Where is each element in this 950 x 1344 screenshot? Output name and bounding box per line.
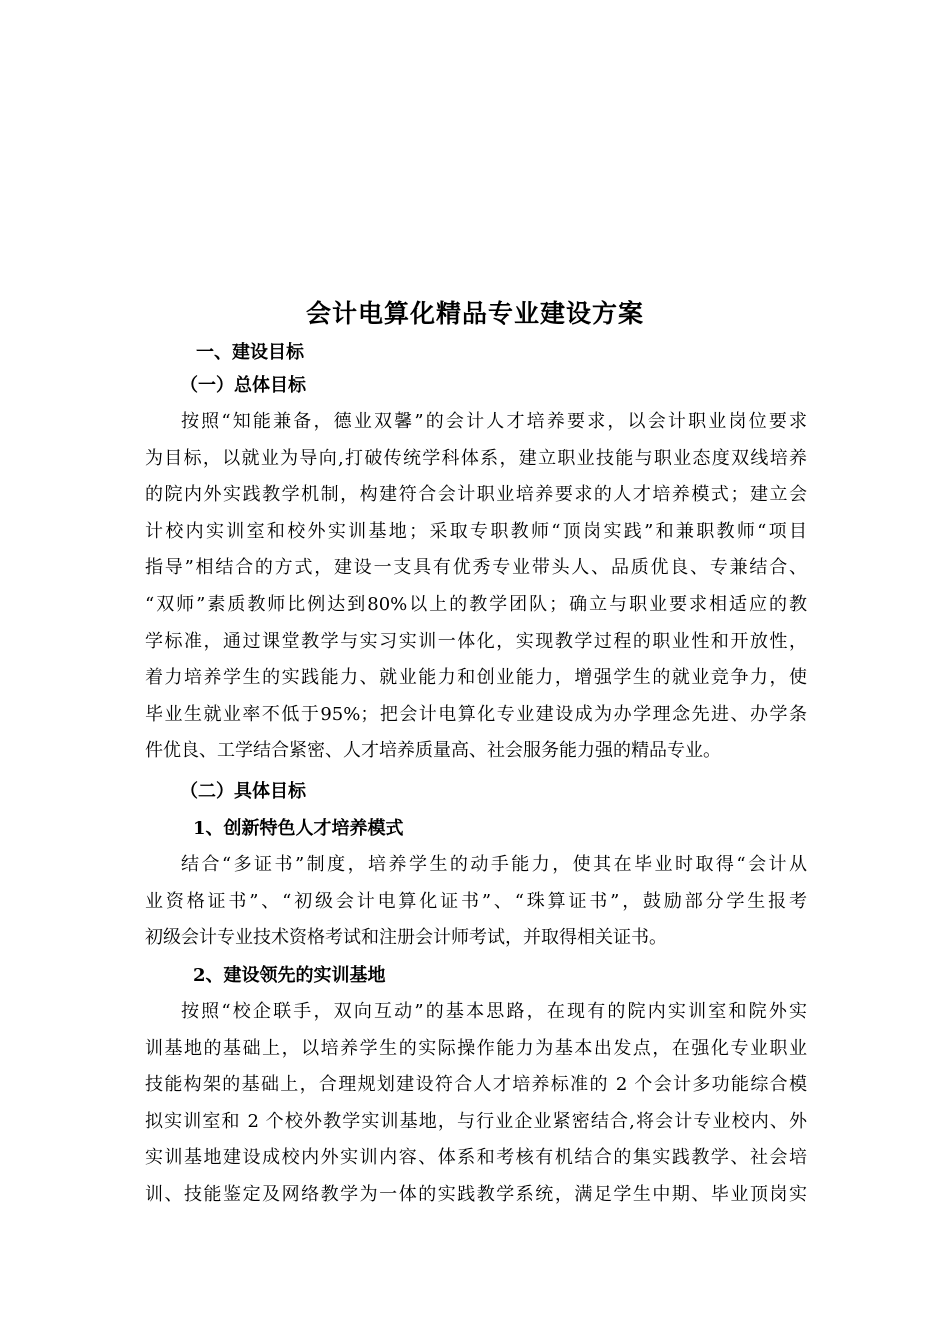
paragraph-line: 学标准，通过课堂教学与实习实训一体化，实现教学过程的职业性和开放性， <box>145 630 807 652</box>
item-heading-training-base: 2、建设领先的实训基地 <box>193 965 386 986</box>
paragraph-line: 拟实训室和 2 个校外教学实训基地，与行业企业紧密结合,将会计专业校内、外 <box>145 1110 807 1132</box>
document-title: 会计电算化精品专业建设方案 <box>305 299 644 328</box>
item-heading-talent-model: 1、创新特色人才培养模式 <box>193 818 404 839</box>
paragraph-line: 按照“校企联手，双向互动”的基本思路，在现有的院内实训室和院外实 <box>181 1001 807 1022</box>
paragraph-line: 训、技能鉴定及网络教学为一体的实践教学系统，满足学生中期、毕业顶岗实 <box>145 1183 807 1205</box>
paragraph-line: 为目标，以就业为导向,打破传统学科体系，建立职业技能与职业态度双线培养 <box>145 447 807 469</box>
paragraph-line: 实训基地建设成校内外实训内容、体系和考核有机结合的集实践教学、社会培 <box>145 1147 807 1169</box>
paragraph-overall-goals <box>145 404 807 770</box>
paragraph-training-base <box>145 994 807 1214</box>
subsection-heading-specific-goals: （二）具体目标 <box>180 781 306 802</box>
paragraph-line: 毕业生就业率不低于95%；把会计电算化专业建设成为办学理念先进、办学条 <box>145 703 807 725</box>
paragraph-line: 业资格证书”、“初级会计电算化证书”、“珠算证书”，鼓励部分学生报考 <box>145 890 807 912</box>
paragraph-talent-model <box>145 847 807 957</box>
paragraph-line: 训基地的基础上，以培养学生的实际操作能力为基本出发点，在强化专业职业 <box>145 1037 807 1059</box>
paragraph-line: “双师”素质教师比例达到80%以上的教学团队；确立与职业要求相适应的教 <box>145 593 807 615</box>
paragraph-line: 件优良、工学结合紧密、人才培养质量高、社会服务能力强的精品专业。 <box>145 740 721 762</box>
section-heading-construction-goals: 一、建设目标 <box>196 342 304 363</box>
paragraph-line: 结合“多证书”制度，培养学生的动手能力，使其在毕业时取得“会计从 <box>181 854 807 875</box>
paragraph-line: 的院内外实践教学机制，构建符合会计职业培养要求的人才培养模式；建立会 <box>145 484 807 506</box>
paragraph-line: 技能构架的基础上，合理规划建设符合人才培养标准的 2 个会计多功能综合模 <box>145 1074 807 1096</box>
paragraph-line: 初级会计专业技术资格考试和注册会计师考试，并取得相关证书。 <box>145 927 667 949</box>
paragraph-line: 计校内实训室和校外实训基地；采取专职教师“顶岗实践”和兼职教师“项目 <box>145 520 807 542</box>
paragraph-line: 指导”相结合的方式，建设一支具有优秀专业带头人、品质优良、专兼结合、 <box>145 557 807 579</box>
paragraph-line: 着力培养学生的实践能力、就业能力和创业能力，增强学生的就业竞争力，使 <box>145 667 807 689</box>
paragraph-line: 按照“知能兼备，德业双馨”的会计人才培养要求，以会计职业岗位要求 <box>181 411 807 432</box>
subsection-heading-overall-goals: （一）总体目标 <box>180 375 306 396</box>
